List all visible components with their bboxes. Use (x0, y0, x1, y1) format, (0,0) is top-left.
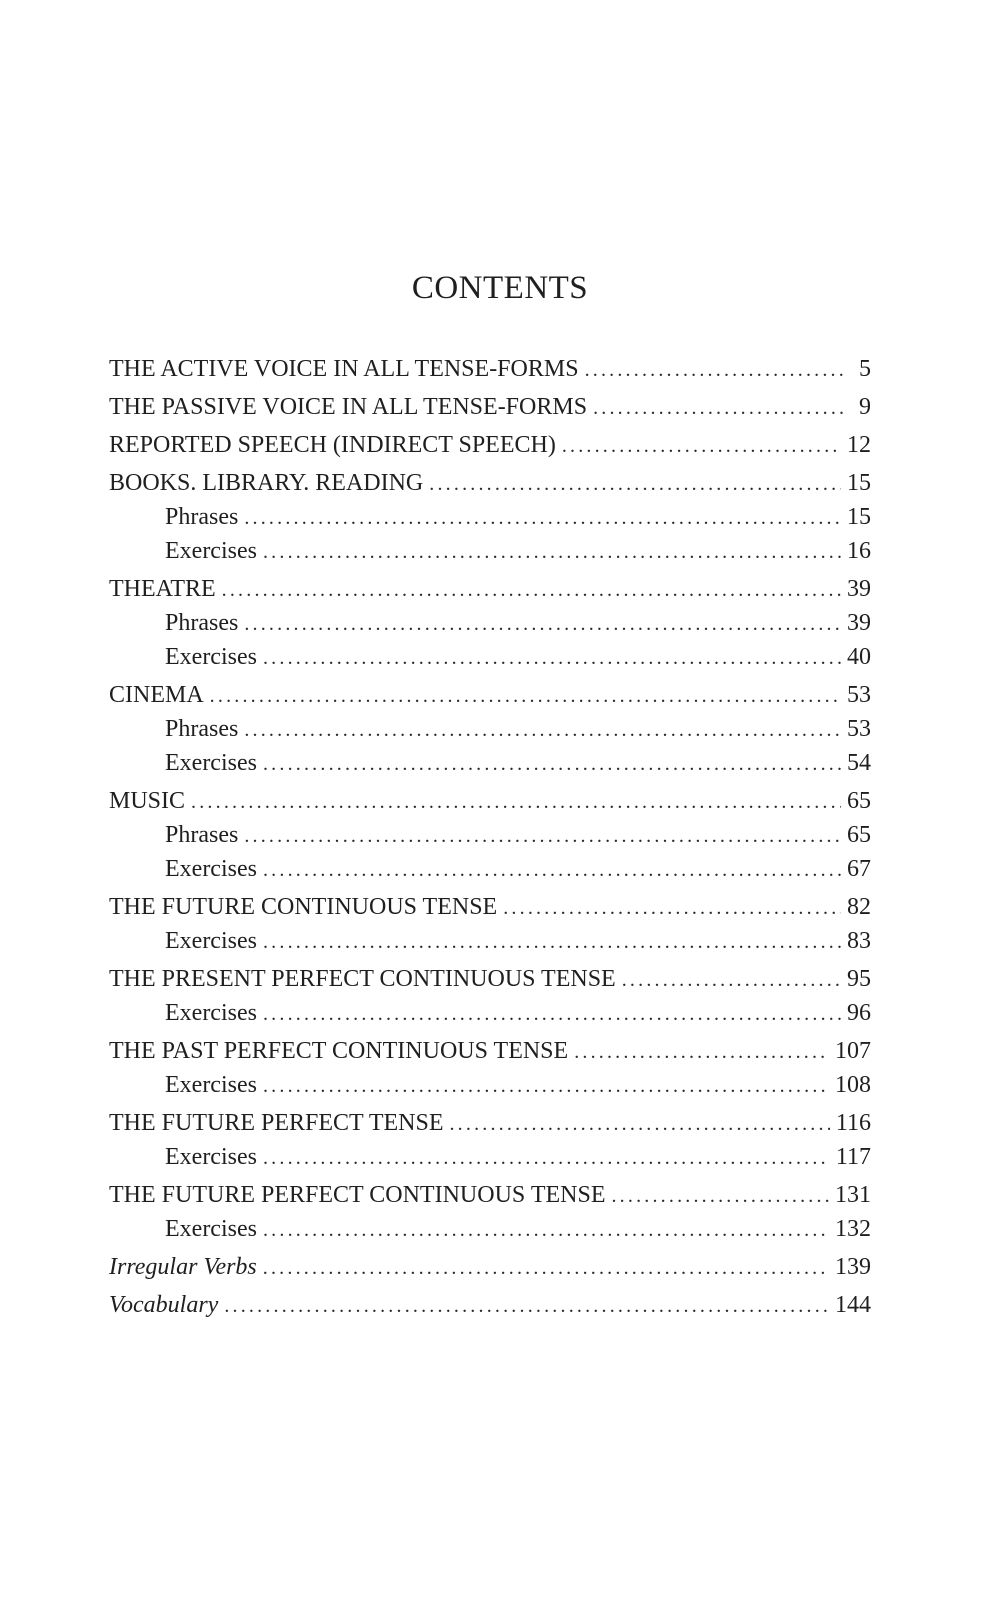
toc-page-number: 95 (847, 966, 871, 992)
dot-leader (263, 1214, 829, 1247)
toc-page-number: 67 (847, 856, 871, 882)
dot-leader (244, 714, 841, 747)
toc-subentry (109, 535, 871, 569)
dot-leader (622, 964, 841, 997)
toc-entry-label: THEATRE (109, 576, 216, 602)
dot-leader (503, 892, 841, 925)
toc-page-number: 16 (847, 538, 871, 564)
dot-leader (244, 820, 841, 853)
toc-page-number: 108 (835, 1072, 871, 1098)
toc-entry-label: Exercises (165, 928, 257, 954)
toc-subentry (109, 925, 871, 959)
dot-leader (574, 1036, 829, 1069)
toc-entry (109, 391, 871, 425)
toc-entry (109, 353, 871, 387)
toc-entry-label: THE FUTURE PERFECT CONTINUOUS TENSE (109, 1182, 606, 1208)
toc-entry (109, 891, 871, 925)
toc-page-number: 65 (847, 822, 871, 848)
dot-leader (263, 748, 841, 781)
toc-entry-label: Exercises (165, 1144, 257, 1170)
toc-entry-label: THE PAST PERFECT CONTINUOUS TENSE (109, 1038, 569, 1064)
toc-page-number: 82 (847, 894, 871, 920)
dot-leader (562, 430, 841, 463)
toc-page-number: 40 (847, 644, 871, 670)
dot-leader (224, 1290, 829, 1323)
toc-page-number: 107 (835, 1038, 871, 1064)
toc-entry-label: BOOKS. LIBRARY. READING (109, 470, 424, 496)
toc-entry-label: Irregular Verbs (109, 1254, 257, 1280)
toc-subentry (109, 1141, 871, 1175)
toc-page-number: 144 (835, 1292, 871, 1318)
dot-leader (263, 926, 841, 959)
toc-page-number: 12 (847, 432, 871, 458)
toc-entry-label: Exercises (165, 644, 257, 670)
toc-entry-label: THE ACTIVE VOICE IN ALL TENSE-FORMS (109, 356, 579, 382)
dot-leader (263, 1142, 830, 1175)
toc-page-number: 117 (835, 1144, 871, 1170)
toc-entry (109, 573, 871, 607)
toc-entry-label: THE FUTURE CONTINUOUS TENSE (109, 894, 498, 920)
toc-entry (109, 1035, 871, 1069)
toc-entry-label: Phrases (165, 610, 239, 636)
toc-entry-label: Exercises (165, 856, 257, 882)
dot-leader (222, 574, 841, 607)
dot-leader (244, 502, 841, 535)
toc-entry (109, 1179, 871, 1213)
toc-entry (109, 1289, 871, 1323)
dot-leader (263, 998, 841, 1031)
toc-entry-label: MUSIC (109, 788, 186, 814)
toc-entry (109, 1107, 871, 1141)
toc-page-number: 83 (847, 928, 871, 954)
toc-subentry (109, 819, 871, 853)
toc-entry-label: Exercises (165, 1072, 257, 1098)
dot-leader (210, 680, 841, 713)
toc-entry-label: CINEMA (109, 682, 204, 708)
toc-subentry (109, 1069, 871, 1103)
toc-page-number: 116 (835, 1110, 871, 1136)
toc-entry-label: THE PRESENT PERFECT CONTINUOUS TENSE (109, 966, 616, 992)
toc-entry (109, 467, 871, 501)
toc-subentry (109, 607, 871, 641)
toc-entry-label: Phrases (165, 822, 239, 848)
toc-entry-label: Exercises (165, 750, 257, 776)
page-title: CONTENTS (411, 270, 589, 306)
dot-leader (593, 392, 845, 425)
toc-entry-label: Exercises (165, 1000, 257, 1026)
toc-page-number: 139 (835, 1254, 871, 1280)
toc-subentry (109, 641, 871, 675)
dot-leader (263, 642, 841, 675)
toc-entry-label: REPORTED SPEECH (INDIRECT SPEECH) (109, 432, 556, 458)
toc-entry-label: Exercises (165, 538, 257, 564)
dot-leader (585, 354, 845, 387)
table-of-contents (109, 353, 871, 1323)
toc-page-number: 54 (847, 750, 871, 776)
toc-subentry (109, 501, 871, 535)
dot-leader (191, 786, 841, 819)
toc-page-number: 53 (847, 682, 871, 708)
toc-subentry (109, 713, 871, 747)
toc-subentry (109, 747, 871, 781)
toc-entry (109, 963, 871, 997)
toc-entry (109, 429, 871, 463)
toc-entry-label: THE FUTURE PERFECT TENSE (109, 1110, 444, 1136)
toc-subentry (109, 997, 871, 1031)
toc-subentry (109, 1213, 871, 1247)
toc-subentry (109, 853, 871, 887)
dot-leader (263, 1070, 829, 1103)
toc-entry (109, 679, 871, 713)
toc-page-number: 96 (847, 1000, 871, 1026)
toc-entry-label: Vocabulary (109, 1292, 219, 1318)
toc-entry (109, 1251, 871, 1285)
toc-entry-label: Exercises (165, 1216, 257, 1242)
dot-leader (429, 468, 841, 501)
dot-leader (263, 1252, 829, 1285)
dot-leader (263, 854, 841, 887)
toc-page-number: 15 (847, 504, 871, 530)
dot-leader (244, 608, 841, 641)
toc-page-number: 53 (847, 716, 871, 742)
toc-entry (109, 785, 871, 819)
toc-page-number: 5 (859, 356, 871, 382)
dot-leader (611, 1180, 829, 1213)
toc-entry-label: Phrases (165, 716, 239, 742)
toc-page-number: 65 (847, 788, 871, 814)
toc-page-number: 39 (847, 610, 871, 636)
toc-page-number: 15 (847, 470, 871, 496)
toc-page-number: 131 (835, 1182, 871, 1208)
toc-entry-label: Phrases (165, 504, 239, 530)
toc-page-number: 39 (847, 576, 871, 602)
dot-leader (263, 536, 841, 569)
toc-entry-label: THE PASSIVE VOICE IN ALL TENSE-FORMS (109, 394, 588, 420)
toc-page-number: 132 (835, 1216, 871, 1242)
dot-leader (449, 1108, 829, 1141)
toc-page-number: 9 (859, 394, 871, 420)
